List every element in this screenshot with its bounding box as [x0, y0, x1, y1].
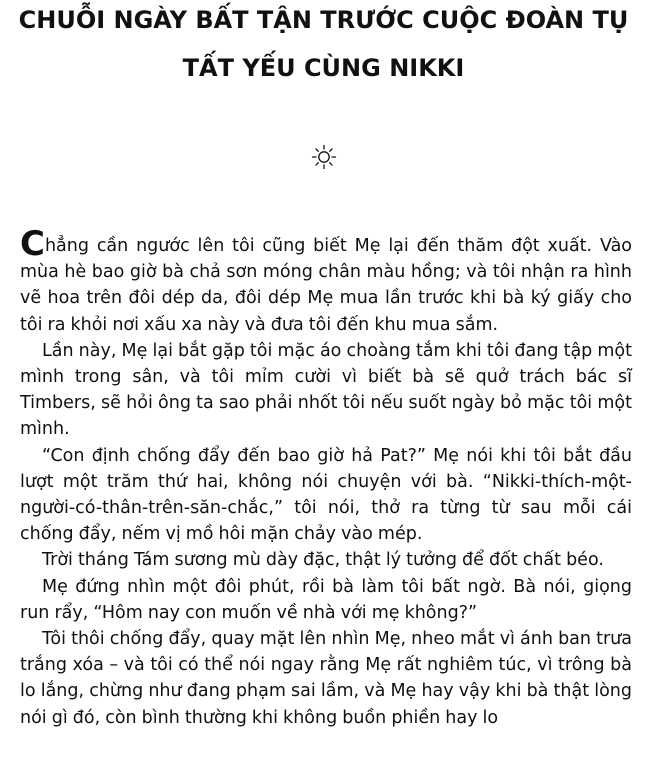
paragraph-3: “Con định chống đẩy đến bao giờ hả Pat?” Mẹ nói khi tôi bắt đầu lượt một trăm thứ hai, không nói chuyện với bà. “Nikki-thích-một-người-có-thân-trên-săn-chắc,” tôi nói, thở ra từng từ sau mỗi cái chống đẩy, nếm vị mồ hôi mặn chảy vào mép.	[20, 445, 632, 545]
chapter-body	[20, 224, 632, 731]
paragraph-4: Trời tháng Tám sương mù dày đặc, thật lý tưởng để đốt chất béo.	[42, 550, 604, 571]
sun-ornament-svg	[311, 144, 337, 170]
paragraph-1-text: hẳng cần ngước lên tôi cũng biết Mẹ lại đến thăm đột xuất. Vào mùa hè bao giờ bà chả sơn móng chân màu hồng; và tôi nhận ra hình vẽ hoa trên đôi dép da, đôi dép Mẹ mua lần trước khi bà ký giấy cho tôi ra khỏi nơi xấu xa này và đưa tôi đến khu mua sắm.	[20, 236, 632, 335]
paragraph-1	[20, 224, 632, 338]
paragraph-2: Lần này, Mẹ lại bắt gặp tôi mặc áo choàng tắm khi tôi đang tập một mình trong sân, và tôi mỉm cười vì biết bà sẽ quở trách bác sĩ Timbers, sẽ hỏi ông ta sao phải nhốt tôi nếu suốt ngày bỏ mặc tôi một mình.	[20, 340, 632, 440]
paragraph-5: Mẹ đứng nhìn một đôi phút, rồi bà làm tôi bất ngờ. Bà nói, giọng run rẩy, “Hôm nay con muốn về nhà với mẹ không?”	[20, 576, 632, 623]
sun-icon	[311, 144, 337, 170]
paragraph-6: Tôi thôi chống đẩy, quay mặt lên nhìn Mẹ, nheo mắt vì ánh ban trưa trắng xóa – và tôi có thể nói ngay rằng Mẹ rất nghiêm túc, vì trông bà lo lắng, chừng như đang phạm sai lầm, và Mẹ hay vậy khi bà thật lòng nói gì đó, còn bình thường khi không buồn phiền hay lo	[20, 629, 632, 728]
chapter-title-line-1: CHUỖI NGÀY BẤT TẬN TRƯỚC CUỘC ĐOÀN TỤ	[18, 6, 629, 34]
drop-cap: C	[20, 224, 45, 264]
chapter-title-line-2: TẤT YẾU CÙNG NIKKI	[182, 54, 465, 82]
